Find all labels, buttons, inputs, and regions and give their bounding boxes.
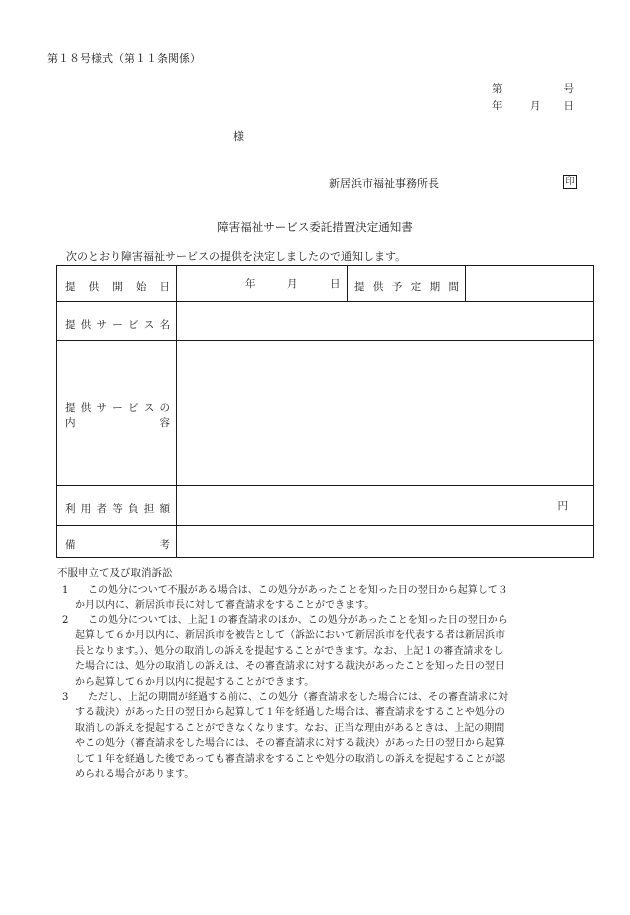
start-day: 日 (330, 278, 341, 290)
label-service-name: 提供サービス名 (65, 319, 170, 331)
number-prefix: 第 (492, 83, 503, 95)
issuer-name: 新居浜市福祉事務所長 (329, 177, 439, 190)
start-date-field (177, 266, 347, 301)
label-remarks-a: 備 (65, 539, 76, 551)
appeal-item-line: た場合には、処分の取消しの訴えは、その審査請求に対する裁決があったことを知った日の翌日 (75, 661, 505, 673)
period-field (465, 266, 593, 301)
appeal-item-3 (57, 690, 575, 783)
label-cell-remarks (57, 526, 177, 557)
label-remarks (65, 537, 170, 552)
label-cell-period (347, 266, 465, 301)
date-day: 日 (563, 100, 574, 112)
label-user-cost: 利用者等負担額 (65, 503, 170, 515)
label-service-content-a: 内 (65, 417, 76, 429)
appeal-item-line: 取消しの訴えを提起することができなくなります。なお、正当な理由があるときは、上記の期間 (75, 722, 505, 734)
label-cell-service-content (57, 341, 177, 485)
appeal-item-line: 起算して６か月以内に、新居浜市を被告として（訴訟において新居浜市を代表する者は新居浜市 (75, 630, 505, 642)
start-year: 年 (245, 278, 256, 290)
addressee-suffix: 様 (233, 130, 244, 143)
label-service-content-line2 (65, 415, 170, 430)
appeal-item-1 (57, 583, 575, 614)
document-title: 障害福祉サービス委託措置決定通知書 (217, 220, 413, 234)
appeal-item-line: する裁決）があった日の翌日から起算して１年を経過した場合は、審査請求をすることや処分の (75, 707, 505, 719)
appeal-item-line: して１年を経過した後であっても審査請求をすることや処分の取消しの訴えを提起することが認 (75, 753, 505, 765)
label-service-content-b: 容 (159, 417, 170, 429)
label-cell-service-name (57, 302, 177, 340)
start-month: 月 (287, 278, 298, 290)
row-start-date (57, 266, 593, 302)
appeal-item-line: 長となります。）、処分の取消しの訴えを提起することができます。なお、上記１の審査請求をし (75, 645, 504, 657)
appeal-item-number: 1 (62, 585, 69, 596)
appeal-item-line: やこの処分（審査請求をした場合には、その審査請求に対する裁決）があった日の翌日から起算 (75, 738, 505, 750)
decision-table (56, 265, 594, 558)
number-suffix: 号 (563, 83, 574, 95)
appeal-item-line: か月以内に、新居浜市長に対して審査請求をすることができます。 (75, 600, 375, 612)
label-remarks-b: 考 (159, 539, 170, 551)
appeal-item-line: ただし、上記の期間が経過する前に、この処分（審査請求をした場合には、その審査請求に対 (88, 692, 508, 703)
seal-mark: 印 (563, 175, 577, 189)
cost-unit: 円 (557, 500, 568, 512)
label-start-date: 提供開始日 (65, 281, 170, 293)
appeal-heading: 不服申立て及び取消訴訟 (57, 567, 173, 579)
appeal-item-number: 2 (62, 615, 69, 626)
intro-text: 次のとおり障害福祉サービスの提供を決定しましたので通知します。 (66, 250, 407, 263)
label-cell-start-date (57, 266, 177, 301)
date-month: 月 (530, 100, 541, 112)
date-year: 年 (492, 100, 503, 112)
row-service-content (57, 341, 593, 486)
row-user-cost (57, 486, 593, 526)
appeal-item-number: 3 (62, 692, 69, 703)
label-service-content-line1: 提供サービスの (65, 402, 170, 414)
appeal-item-line: この処分について不服がある場合は、この処分があったことを知った日の翌日から起算して３ (88, 585, 508, 596)
appeal-item-line: められる場合があります。 (75, 769, 195, 780)
label-cell-user-cost (57, 486, 177, 525)
row-service-name (57, 302, 593, 341)
appeal-item-2 (57, 613, 575, 691)
appeal-item-line: から起算して６か月以内に提起することができます。 (75, 676, 315, 688)
label-period: 提供予定期間 (354, 281, 459, 293)
appeal-item-line: この処分については、上記１の審査請求のほか、この処分があったことを知った日の翌日から (88, 615, 508, 626)
row-remarks (57, 526, 593, 557)
form-number: 第１８号様式（第１１条関係） (47, 52, 201, 65)
